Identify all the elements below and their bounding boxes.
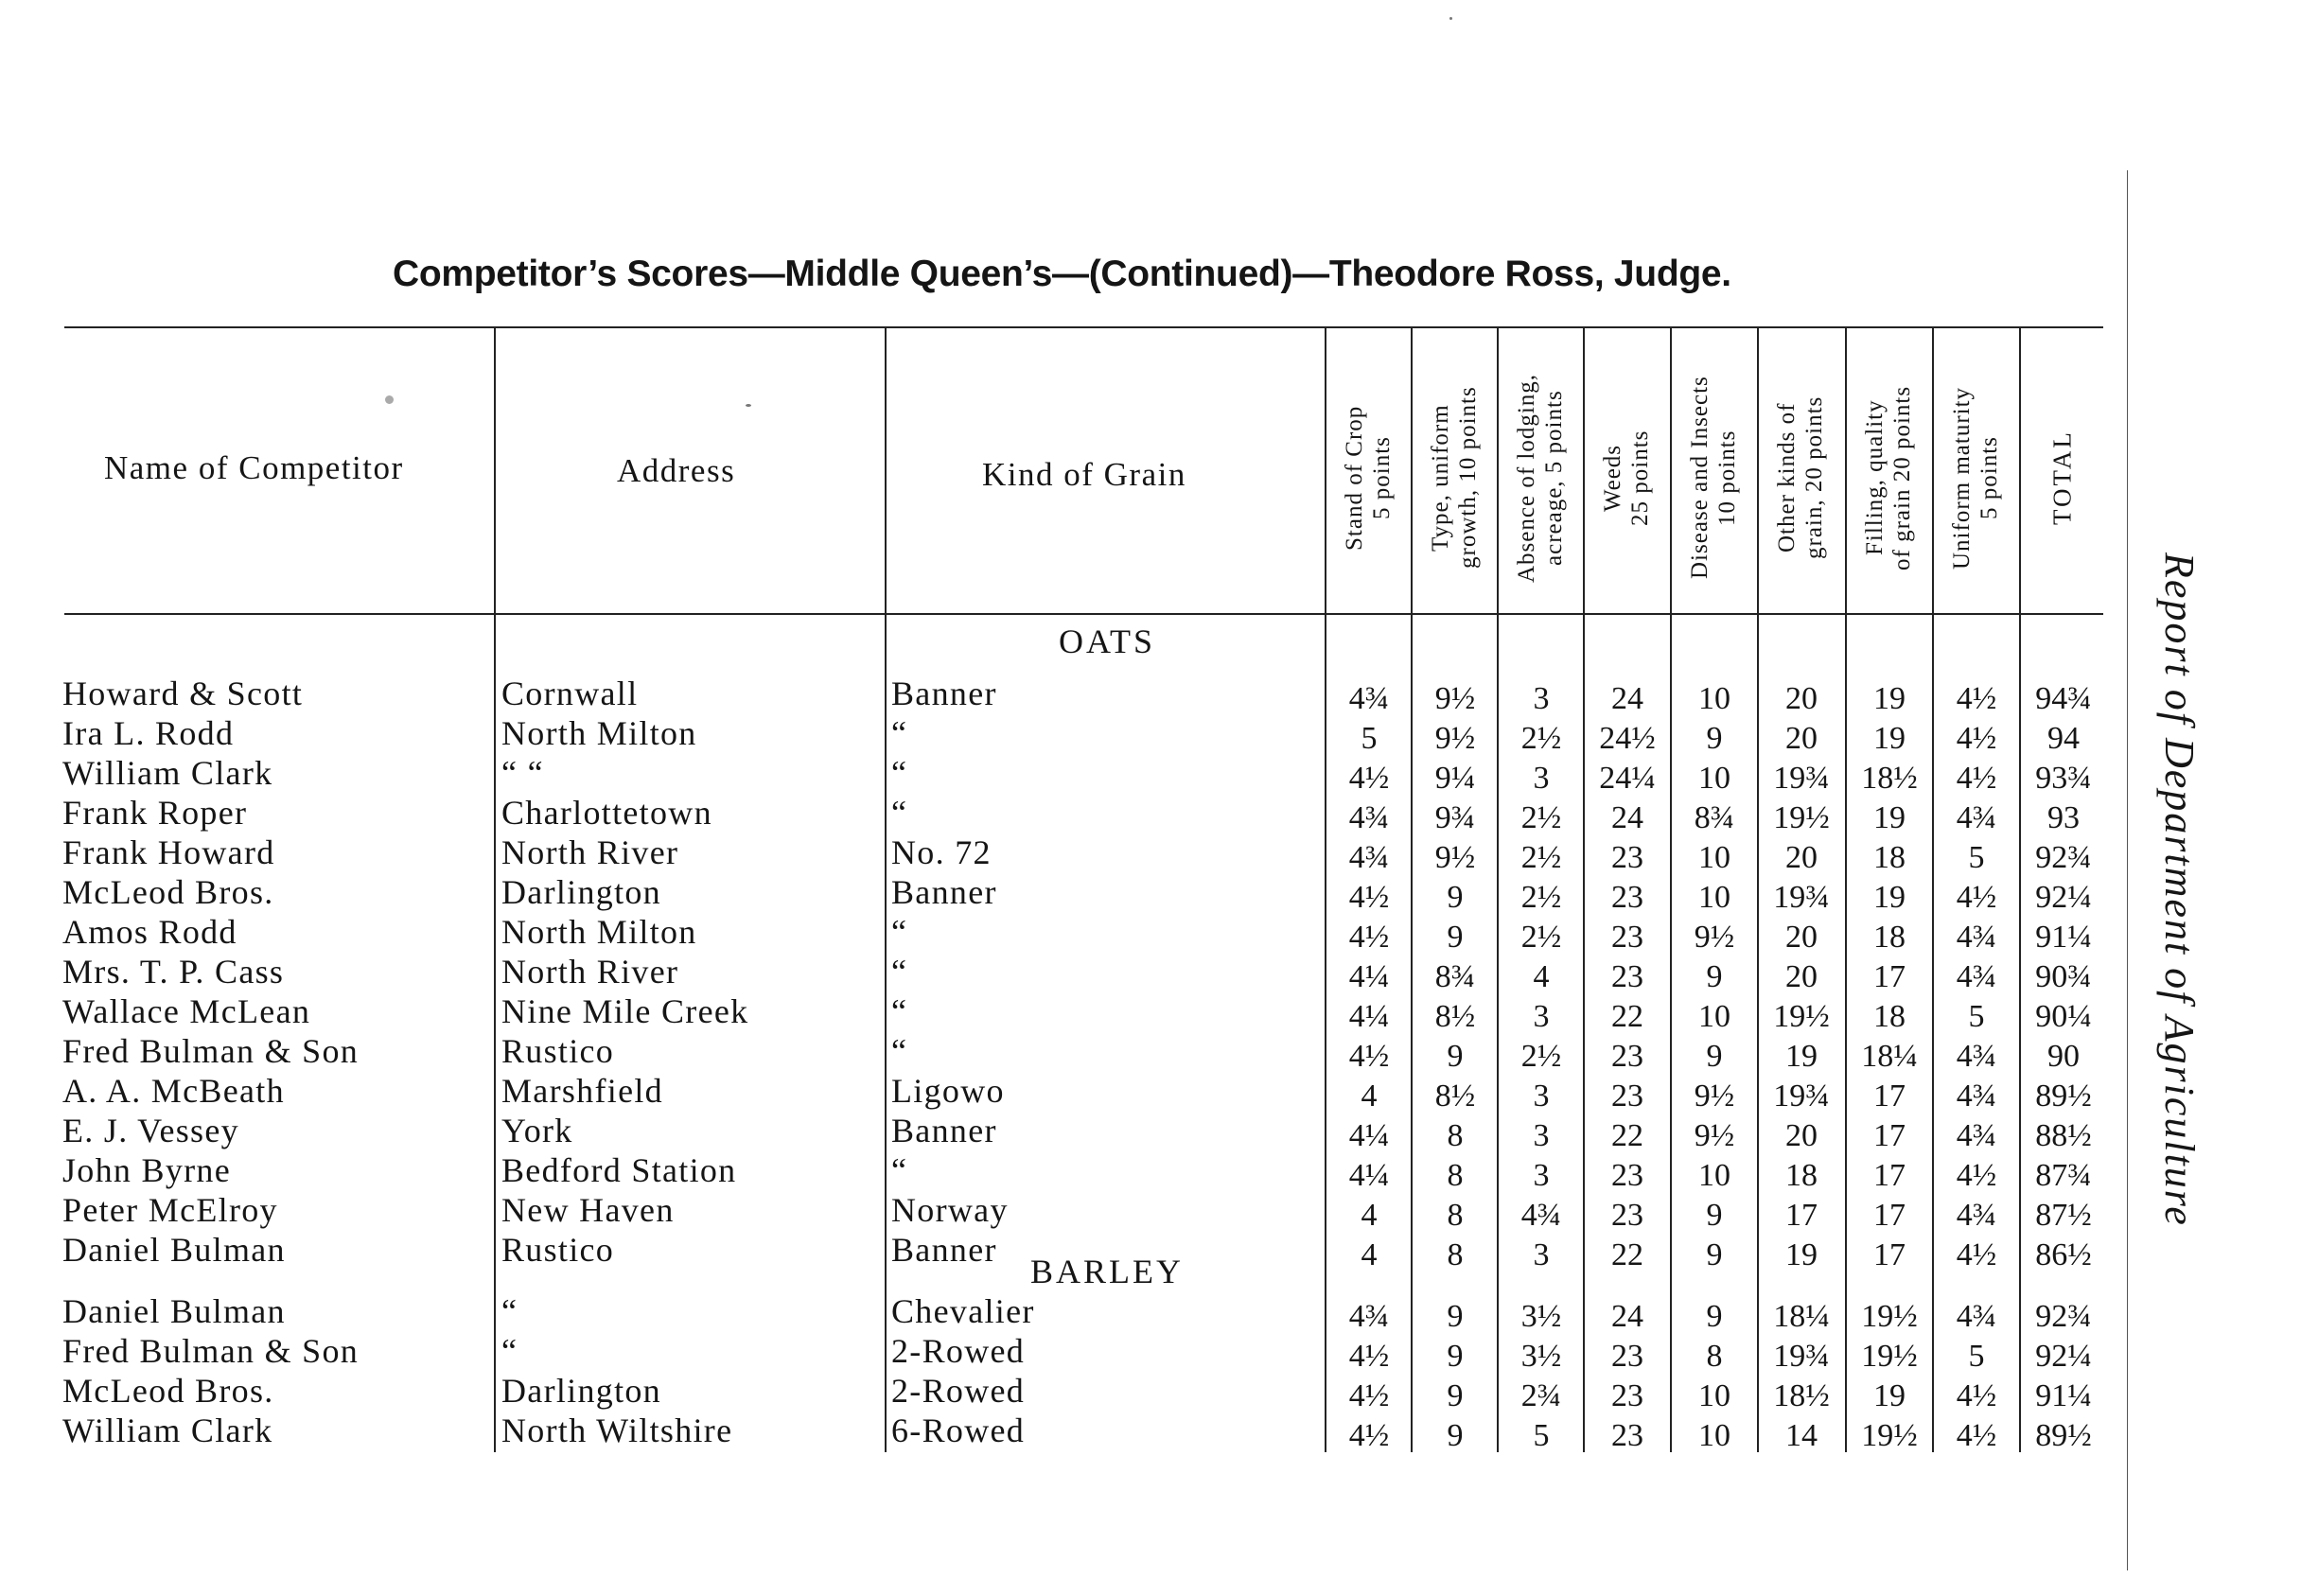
competitor-name: Amos Rodd: [62, 913, 237, 951]
score-cell: 20: [1785, 959, 1818, 994]
score-cell: 20: [1785, 1118, 1818, 1153]
score-cell: 2½: [1520, 880, 1562, 915]
score-cell: 93: [2047, 800, 2080, 835]
score-cell: 91¼: [2035, 920, 2092, 955]
score-cell: 8¾: [1694, 800, 1735, 835]
competitor-address: North Milton: [501, 714, 697, 752]
competitor-name: Mrs. T. P. Cass: [62, 953, 285, 991]
score-cell: 17: [1873, 1158, 1906, 1193]
score-cell: 8½: [1434, 999, 1476, 1034]
score-cell: 10: [1698, 880, 1730, 915]
score-cell: 23: [1611, 840, 1643, 875]
competitor-address: North Milton: [501, 913, 697, 951]
score-cell: 22: [1611, 1237, 1643, 1272]
score-cell: 2½: [1520, 840, 1562, 875]
grain-kind: Banner: [891, 873, 997, 911]
score-cell: 4½: [1956, 1418, 1997, 1453]
score-cell: 4½: [1956, 1378, 1997, 1413]
score-cell: 18: [1785, 1158, 1818, 1193]
grain-kind: 2-Rowed: [891, 1332, 1026, 1370]
score-cell: 19: [1873, 1378, 1906, 1413]
competitor-address: Cornwall: [501, 675, 639, 712]
competitor-address: Marshfield: [501, 1072, 663, 1110]
competitor-name: E. J. Vessey: [62, 1112, 239, 1149]
score-cell: 4½: [1956, 681, 1997, 716]
competitor-name: A. A. McBeath: [62, 1072, 285, 1110]
score-cell: 9: [1447, 1039, 1464, 1074]
score-cell: 92¾: [2035, 840, 2092, 875]
score-cell: 10: [1698, 999, 1730, 1034]
score-cell: 14: [1785, 1418, 1818, 1453]
score-cell: 4½: [1956, 1158, 1997, 1193]
header-type-uniform-growth: Type, uniform growth, 10 points: [1428, 386, 1481, 570]
score-cell: 4¼: [1348, 999, 1390, 1034]
competitor-address: New Haven: [501, 1191, 675, 1229]
score-cell: 17: [1785, 1198, 1818, 1233]
score-cell: 20: [1785, 721, 1818, 756]
header-address: Address: [617, 452, 736, 489]
score-cell: 19: [1873, 681, 1906, 716]
competitor-address: Rustico: [501, 1032, 615, 1070]
score-cell: 24½: [1599, 721, 1656, 756]
competitor-name: William Clark: [62, 1412, 273, 1449]
header-filling-quality: Filling, quality of grain 20 points: [1862, 385, 1915, 570]
score-cell: 3: [1533, 1079, 1550, 1114]
grain-kind: 6-Rowed: [891, 1412, 1026, 1449]
score-cell: 9: [1447, 1339, 1464, 1374]
side-title: Report of Department of Agriculture: [2156, 552, 2203, 1227]
score-cell: 19: [1873, 721, 1906, 756]
score-cell: 4½: [1348, 920, 1390, 955]
competitor-name: Frank Roper: [62, 794, 248, 832]
header-weeds: Weeds 25 points: [1600, 430, 1653, 526]
score-cell: 23: [1611, 1378, 1643, 1413]
score-cell: 3½: [1520, 1299, 1562, 1334]
score-cell: 8: [1447, 1237, 1464, 1272]
score-cell: 9: [1706, 1299, 1723, 1334]
score-cell: 4¼: [1348, 1158, 1390, 1193]
score-cell: 9½: [1694, 1118, 1735, 1153]
score-cell: 4¾: [1956, 1118, 1997, 1153]
score-cell: 9½: [1434, 840, 1476, 875]
score-cell: 18½: [1861, 761, 1918, 796]
score-cell: 19¾: [1773, 1339, 1830, 1374]
header-stand-of-crop: Stand of Crop 5 points: [1342, 405, 1395, 551]
score-cell: 22: [1611, 999, 1643, 1034]
score-cell: 3: [1533, 1158, 1550, 1193]
competitor-address: “: [501, 1292, 518, 1330]
score-cell: 4½: [1956, 761, 1997, 796]
competitor-address: Rustico: [501, 1231, 615, 1269]
score-cell: 20: [1785, 920, 1818, 955]
score-cell: 23: [1611, 1339, 1643, 1374]
score-cell: 23: [1611, 920, 1643, 955]
score-cell: 2½: [1520, 1039, 1562, 1074]
score-cell: 4: [1361, 1079, 1378, 1114]
score-cell: 9½: [1434, 681, 1476, 716]
score-cell: 4½: [1956, 721, 1997, 756]
competitor-address: Darlington: [501, 1372, 661, 1410]
score-cell: 4¾: [1956, 920, 1997, 955]
competitor-name: Ira L. Rodd: [62, 714, 235, 752]
score-cell: 8: [1447, 1198, 1464, 1233]
score-cell: 18¼: [1861, 1039, 1918, 1074]
competitor-address: Charlottetown: [501, 794, 712, 832]
score-cell: 8: [1706, 1339, 1723, 1374]
score-cell: 4½: [1348, 761, 1390, 796]
header-total: TOTAL: [2047, 430, 2077, 526]
score-cell: 19: [1873, 800, 1906, 835]
section-label-oats: OATS: [1058, 623, 1156, 660]
score-cell: 4¾: [1956, 1079, 1997, 1114]
score-cell: 4½: [1348, 1418, 1390, 1453]
competitor-address: North River: [501, 833, 679, 871]
score-cell: 4¾: [1520, 1198, 1562, 1233]
score-cell: 9¼: [1434, 761, 1476, 796]
score-cell: 3: [1533, 1118, 1550, 1153]
score-cell: 9: [1706, 1198, 1723, 1233]
grain-kind: Norway: [891, 1191, 1009, 1229]
score-cell: 87½: [2035, 1198, 2092, 1233]
score-cell: 9: [1706, 721, 1723, 756]
score-cell: 2½: [1520, 800, 1562, 835]
score-cell: 4: [1533, 959, 1550, 994]
competitor-address: York: [501, 1112, 573, 1149]
score-cell: 4: [1361, 1237, 1378, 1272]
score-cell: 5: [1968, 840, 1985, 875]
score-cell: 19½: [1773, 800, 1830, 835]
score-cell: 10: [1698, 681, 1730, 716]
score-cell: 5: [1533, 1418, 1550, 1453]
score-cell: 3½: [1520, 1339, 1562, 1374]
grain-kind: 2-Rowed: [891, 1372, 1026, 1410]
score-cell: 4½: [1348, 1039, 1390, 1074]
competitor-name: William Clark: [62, 754, 273, 792]
grain-kind: Ligowo: [891, 1072, 1005, 1110]
competitor-name: McLeod Bros.: [62, 873, 274, 911]
score-cell: 23: [1611, 1418, 1643, 1453]
competitor-name: Daniel Bulman: [62, 1292, 286, 1330]
score-cell: 3: [1533, 761, 1550, 796]
header-absence-of-lodging: Absence of lodging, acreage, 5 points: [1514, 373, 1567, 583]
score-cell: 4½: [1348, 1378, 1390, 1413]
score-cell: 18½: [1773, 1378, 1830, 1413]
score-cell: 2½: [1520, 721, 1562, 756]
score-cell: 9: [1706, 959, 1723, 994]
competitor-address: Nine Mile Creek: [501, 992, 749, 1030]
score-cell: 94¾: [2035, 681, 2092, 716]
competitor-address: North River: [501, 953, 679, 991]
grain-kind: “: [891, 1032, 908, 1070]
competitor-name: Peter McElroy: [62, 1191, 278, 1229]
score-cell: 4¾: [1956, 800, 1997, 835]
score-cell: 20: [1785, 681, 1818, 716]
score-cell: 4½: [1956, 1237, 1997, 1272]
competitor-address: North Wiltshire: [501, 1412, 733, 1449]
score-cell: 5: [1361, 721, 1378, 756]
score-cell: 24: [1611, 1299, 1643, 1334]
score-cell: 92¾: [2035, 1299, 2092, 1334]
score-cell: 4½: [1348, 880, 1390, 915]
score-cell: 90: [2047, 1039, 2080, 1074]
score-cell: 89½: [2035, 1079, 2092, 1114]
grain-kind: “: [891, 714, 908, 752]
score-cell: 9: [1706, 1237, 1723, 1272]
section-label-barley: BARLEY: [1030, 1253, 1184, 1290]
score-cell: 20: [1785, 840, 1818, 875]
score-cell: 9: [1447, 880, 1464, 915]
competitor-address: “ “: [501, 754, 544, 792]
score-cell: 23: [1611, 1039, 1643, 1074]
score-cell: 17: [1873, 1237, 1906, 1272]
score-cell: 10: [1698, 840, 1730, 875]
score-cell: 10: [1698, 1158, 1730, 1193]
score-cell: 9½: [1434, 721, 1476, 756]
score-cell: 19¾: [1773, 761, 1830, 796]
score-cell: 9: [1447, 1299, 1464, 1334]
competitor-name: McLeod Bros.: [62, 1372, 274, 1410]
score-cell: 19½: [1861, 1339, 1918, 1374]
grain-kind: “: [891, 913, 908, 951]
score-cell: 94: [2047, 721, 2080, 756]
grain-kind: No. 72: [891, 833, 992, 871]
score-cell: 9: [1447, 1378, 1464, 1413]
score-cell: 89½: [2035, 1418, 2092, 1453]
score-cell: 18: [1873, 999, 1906, 1034]
score-cell: 4¾: [1348, 1299, 1390, 1334]
score-cell: 3: [1533, 1237, 1550, 1272]
header-uniform-maturity: Uniform maturity 5 points: [1949, 386, 2002, 570]
score-cell: 5: [1968, 999, 1985, 1034]
score-cell: 9: [1447, 920, 1464, 955]
score-cell: 18: [1873, 840, 1906, 875]
score-cell: 19¾: [1773, 880, 1830, 915]
competitor-name: Frank Howard: [62, 833, 275, 871]
competitor-address: “: [501, 1332, 518, 1370]
score-cell: 90¾: [2035, 959, 2092, 994]
grain-kind: “: [891, 794, 908, 832]
scan-speck: [746, 404, 751, 407]
score-cell: 23: [1611, 1079, 1643, 1114]
competitor-address: Darlington: [501, 873, 661, 911]
score-cell: 4¼: [1348, 959, 1390, 994]
score-cell: 4¾: [1956, 959, 1997, 994]
score-cell: 9½: [1694, 920, 1735, 955]
score-cell: 24: [1611, 800, 1643, 835]
header-disease-and-insects: Disease and Insects 10 points: [1687, 376, 1740, 580]
score-cell: 92¼: [2035, 880, 2092, 915]
score-cell: 17: [1873, 959, 1906, 994]
score-cell: 4¾: [1348, 840, 1390, 875]
competitor-name: John Byrne: [62, 1151, 231, 1189]
score-cell: 23: [1611, 959, 1643, 994]
score-cell: 4¾: [1956, 1198, 1997, 1233]
score-cell: 9: [1706, 1039, 1723, 1074]
score-cell: 17: [1873, 1198, 1906, 1233]
score-cell: 19½: [1861, 1299, 1918, 1334]
header-kind-of-grain: Kind of Grain: [982, 456, 1186, 493]
competitor-name: Fred Bulman & Son: [62, 1332, 360, 1370]
score-cell: 3: [1533, 681, 1550, 716]
score-cell: 8¾: [1434, 959, 1476, 994]
score-cell: 8½: [1434, 1079, 1476, 1114]
header-other-kinds-of-grain: Other kinds of grain, 20 points: [1774, 395, 1827, 560]
score-cell: 86½: [2035, 1237, 2092, 1272]
score-cell: 23: [1611, 1158, 1643, 1193]
page-title: Competitor’s Scores—Middle Queen’s—(Continued)—Theodore Ross, Judge.: [393, 254, 1731, 294]
score-cell: 4: [1361, 1198, 1378, 1233]
score-cell: 87¾: [2035, 1158, 2092, 1193]
score-cell: 9½: [1694, 1079, 1735, 1114]
score-cell: 17: [1873, 1118, 1906, 1153]
score-cell: 4¾: [1956, 1039, 1997, 1074]
competitor-name: Howard & Scott: [62, 675, 304, 712]
score-cell: 17: [1873, 1079, 1906, 1114]
score-cell: 18¼: [1773, 1299, 1830, 1334]
grain-kind: Banner: [891, 1112, 997, 1149]
score-cell: 3: [1533, 999, 1550, 1034]
competitor-name: Wallace McLean: [62, 992, 311, 1030]
score-cell: 4¼: [1348, 1118, 1390, 1153]
score-cell: 9: [1447, 1418, 1464, 1453]
score-cell: 22: [1611, 1118, 1643, 1153]
score-cell: 24: [1611, 681, 1643, 716]
score-cell: 91¼: [2035, 1378, 2092, 1413]
scan-speck: [385, 395, 394, 404]
score-cell: 10: [1698, 1418, 1730, 1453]
header-name-of-competitor: Name of Competitor: [104, 449, 404, 486]
score-cell: 2¾: [1520, 1378, 1562, 1413]
score-cell: 23: [1611, 880, 1643, 915]
score-cell: 18: [1873, 920, 1906, 955]
score-cell: 93¾: [2035, 761, 2092, 796]
score-cell: 10: [1698, 1378, 1730, 1413]
competitor-address: Bedford Station: [501, 1151, 737, 1189]
score-cell: 92¼: [2035, 1339, 2092, 1374]
grain-kind: “: [891, 992, 908, 1030]
score-cell: 4¾: [1348, 681, 1390, 716]
score-cell: 4¾: [1348, 800, 1390, 835]
competitor-name: Fred Bulman & Son: [62, 1032, 360, 1070]
score-cell: 2½: [1520, 920, 1562, 955]
score-cell: 19½: [1773, 999, 1830, 1034]
score-cell: 4¾: [1956, 1299, 1997, 1334]
score-cell: 19: [1873, 880, 1906, 915]
score-cell: 23: [1611, 1198, 1643, 1233]
score-cell: 19½: [1861, 1418, 1918, 1453]
score-cell: 4½: [1348, 1339, 1390, 1374]
grain-kind: Chevalier: [891, 1292, 1035, 1330]
score-cell: 8: [1447, 1158, 1464, 1193]
score-cell: 5: [1968, 1339, 1985, 1374]
grain-kind: Banner: [891, 675, 997, 712]
score-cell: 90¼: [2035, 999, 2092, 1034]
score-cell: 10: [1698, 761, 1730, 796]
score-cell: 9¾: [1434, 800, 1476, 835]
grain-kind: “: [891, 953, 908, 991]
grain-kind: Banner: [891, 1231, 997, 1269]
score-cell: 19¾: [1773, 1079, 1830, 1114]
score-cell: 19: [1785, 1237, 1818, 1272]
grain-kind: “: [891, 754, 908, 792]
grain-kind: “: [891, 1151, 908, 1189]
score-cell: 8: [1447, 1118, 1464, 1153]
competitor-name: Daniel Bulman: [62, 1231, 286, 1269]
score-cell: 24¼: [1599, 761, 1656, 796]
score-cell: 19: [1785, 1039, 1818, 1074]
scan-speck: [1449, 17, 1452, 20]
score-cell: 4½: [1956, 880, 1997, 915]
score-cell: 88½: [2035, 1118, 2092, 1153]
